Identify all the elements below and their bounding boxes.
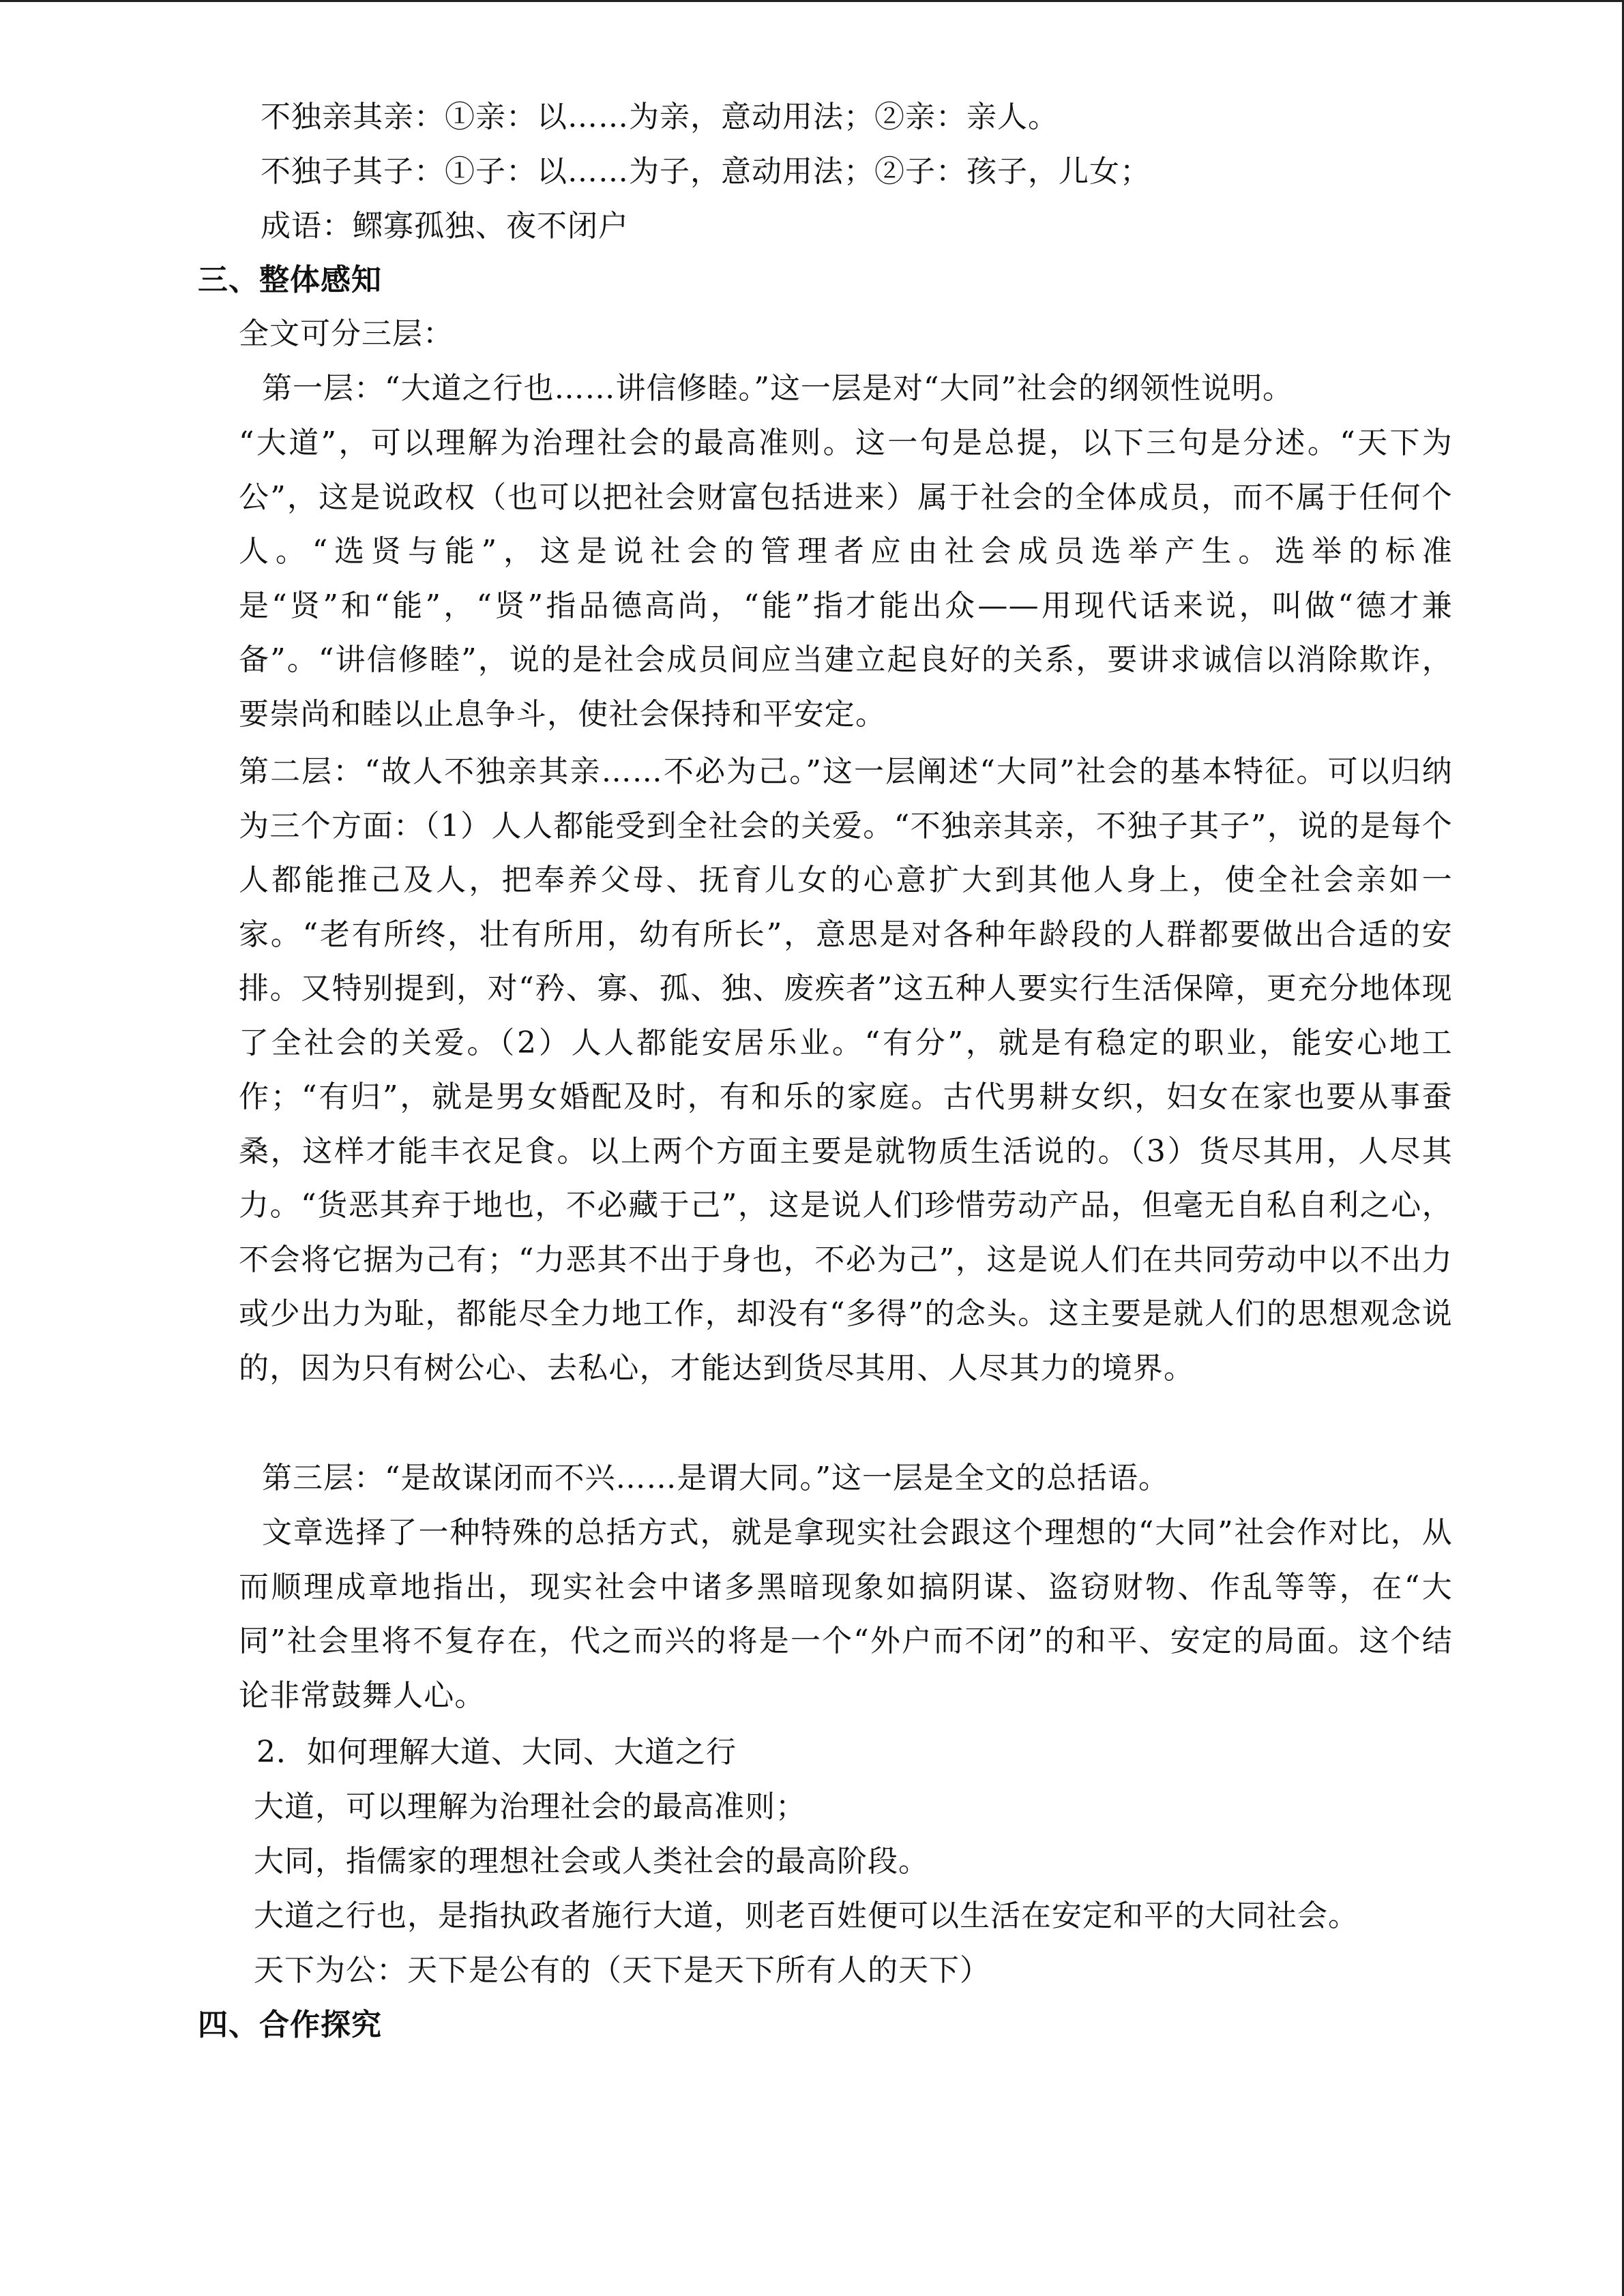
answer-dadao: 大道，可以理解为治理社会的最高准则； xyxy=(254,1789,806,1824)
note-line-qin: 不独亲其亲：①亲：以……为亲，意动用法；②亲：亲人。 xyxy=(261,100,1059,134)
answer-dadao-zhixing: 大道之行也，是指执政者施行大道，则老百姓便可以生活在安定和平的大同社会。 xyxy=(254,1898,1359,1933)
section-three-intro: 全文可分三层： xyxy=(239,316,454,351)
note-line-idioms: 成语：鳏寡孤独、夜不闭户 xyxy=(261,209,629,243)
layer-three-paragraph: 第三层：“是故谋闭而不兴……是谓大同。”这一层是全文的总括语。 xyxy=(262,1461,1169,1495)
summary-paragraph: 文章选择了一种特殊的总括方式，就是拿现实社会跟这个理想的“大同”社会作对比，从而顺理成章地指出，现实社会中诸多黑暗现象如搞阴谋、盗窃财物、作乱等等，在“大同”社会里将不复存在，代之而兴的将是一个“外户而不闭”的和平、安定的局面。这个结论非常鼓舞人心。 xyxy=(239,1515,1453,1713)
answer-tianxia-weigong: 天下为公：天下是公有的（天下是天下所有人的天下） xyxy=(254,1953,990,1988)
layer-one-lead: 第一层：“大道之行也……讲信修睦。”这一层是对“大同”社会的纲领性说明。 xyxy=(262,371,1293,406)
section-four-heading: 四、合作探究 xyxy=(198,2008,382,2042)
layer-one-body: “大道”，可以理解为治理社会的最高准则。这一句是总提，以下三句是分述。“天下为公”，这是说政权（也可以把社会财富包括进来）属于社会的全体成员，而不属于任何个人。“选贤与能”，这是说社会的管理者应由社会成员选举产生。选举的标准是“贤”和“能”，“贤”指品德高尚，“能”指才能出众——用现代话来说，叫做“德才兼备”。“讲信修睦”，说的是社会成员间应当建立起良好的关系，要讲求诚信以消除欺诈，要崇尚和睦以止息争斗，使社会保持和平安定。 xyxy=(239,426,1453,732)
note-line-zi: 不独子其子：①子：以……为子，意动用法；②子：孩子，儿女； xyxy=(261,154,1151,189)
section-three-heading: 三、整体感知 xyxy=(198,263,382,297)
question-two-title: 2．如何理解大道、大同、大道之行 xyxy=(256,1735,737,1770)
layer-two-paragraph: 第二层：“故人不独亲其亲……不必为己。”这一层阐述“大同”社会的基本特征。可以归纳为三个方面：（1）人人都能受到全社会的关爱。“不独亲其亲，不独子其子”，说的是每个人都能推己及人，把奉养父母、抚育儿女的心意扩大到其他人身上，使全社会亲如一家。“老有所终，壮有所用，幼有所长”，意思是对各种年龄段的人群都要做出合适的安排。又特别提到，对“矜、寡、孤、独、废疾者”这五种人要实行生活保障，更充分地体现了全社会的关爱。（2）人人都能安居乐业。“有分”，就是有稳定的职业，能安心地工作；“有归”，就是男女婚配及时，有和乐的家庭。古代男耕女织，妇女在家也要从事蚕桑，这样才能丰衣足食。以上两个方面主要是就物质生活说的。（3）货尽其用，人尽其力。“货恶其弃于地也，不必藏于己”，这是说人们珍惜劳动产品，但毫无自私自利之心，不会将它据为己有；“力恶其不出于身也，不必为己”，这是说人们在共同劳动中以不出力或少出力为耻，都能尽全力地工作，却没有“多得”的念头。这主要是就人们的思想观念说的，因为只有树公心、去私心，才能达到货尽其用、人尽其力的境界。 xyxy=(239,754,1453,1386)
answer-datong: 大同，指儒家的理想社会或人类社会的最高阶段。 xyxy=(254,1844,929,1879)
